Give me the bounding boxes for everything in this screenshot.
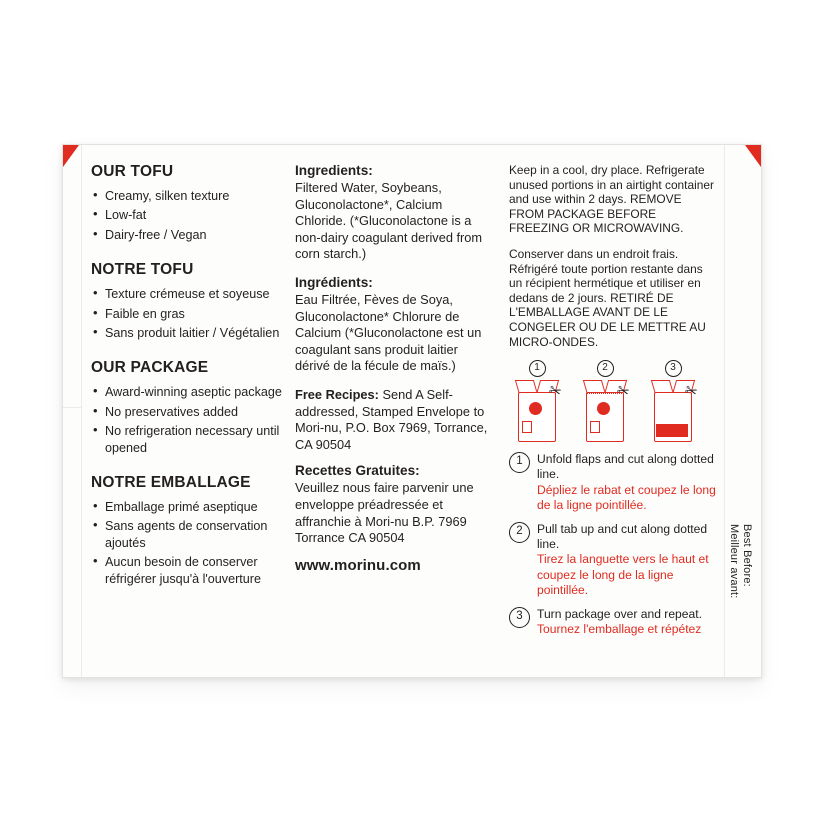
carton-opened-fill-icon [656, 424, 688, 437]
heading-notre-tofu: NOTRE TOFU [91, 261, 194, 279]
column-storage-instructions [509, 163, 719, 667]
column-ingredients [295, 163, 509, 667]
step-item [509, 522, 719, 598]
text-storage-fr: Conserver dans un endroit frais. Réfrigéré toute portion restante dans un récipient hermétique et utiliser en dedans de 2 jours. RETIRÉ DE L'EMBALLAGE AVANT DE LE CONGELER OU DE LE METTRE AU MICRO-ONDES. [509, 246, 706, 349]
scissors-icon: ✂ [614, 381, 633, 402]
column-our-tofu [91, 163, 295, 667]
step-item [509, 607, 719, 637]
list-our-package-fr [91, 499, 283, 587]
list-item: • Creamy, silken texture [91, 188, 283, 204]
diagram-step-1-number: 1 [529, 360, 546, 377]
text-recettes-gratuites-fr: Veuillez nous faire parvenir une enveloppe préadressée et affranchie à Mori-nu B.P. 7969 Torrance CA 90504 [295, 480, 474, 546]
diagram-step-2-number: 2 [597, 360, 614, 377]
opening-steps-list [509, 452, 719, 637]
list-our-package-en [91, 384, 283, 456]
carton-tab-icon [590, 421, 600, 433]
label-recettes-gratuites-fr: Recettes Gratuites: [295, 463, 420, 479]
package-fold-line-mid [63, 407, 81, 408]
text-ingredients-fr: Eau Filtrée, Fèves de Soya, Gluconolactone* Chlorure de Calcium (*Gluconolactone est un coagulant sans produit laitier dérivé de la fécule de maïs.) [295, 291, 482, 374]
package-corner-tab-left [63, 145, 79, 167]
carton-illustration-3 [650, 380, 701, 442]
step-text-fr: Dépliez le rabat et coupez le long de la ligne pointillée. [537, 482, 716, 512]
step-text [537, 452, 719, 513]
list-our-tofu-en [91, 188, 283, 243]
package-fold-line-left [81, 145, 82, 677]
list-our-tofu-fr [91, 286, 283, 341]
carton-illustration-1 [514, 380, 565, 442]
diagram-step-1 [509, 360, 565, 442]
best-before-en: Best Before: [741, 524, 753, 588]
list-item: • Emballage primé aseptique [91, 499, 283, 515]
list-item: • Dairy-free / Vegan [91, 227, 283, 243]
carton-body-icon [586, 392, 624, 442]
label-ingredients-en: Ingredients: [295, 163, 373, 178]
list-item: • Aucun besoin de conserver réfrigérer jusqu'à l'ouverture [91, 554, 283, 587]
diagram-step-2 [577, 360, 633, 442]
text-ingredients-en: Filtered Water, Soybeans, Gluconolactone*, Calcium Chloride. (*Gluconolactone is a non-dairy coagulant derived from corn starch.) [295, 180, 483, 262]
step-text [537, 522, 719, 598]
best-before-label [727, 524, 753, 599]
step-number: 1 [509, 452, 530, 473]
list-item: • Low-fat [91, 207, 283, 223]
heading-our-tofu: OUR TOFU [91, 163, 174, 180]
text-free-recipes-en [295, 387, 495, 453]
list-item: • Sans agents de conservation ajoutés [91, 518, 283, 551]
carton-body-icon [518, 392, 556, 442]
list-item: • No refrigeration necessary until opened [91, 423, 283, 456]
heading-notre-emballage: NOTRE EMBALLAGE [91, 474, 251, 492]
carton-illustration-2 [582, 380, 633, 442]
step-text-fr: Tournez l'emballage et répétez [537, 622, 702, 637]
scissors-icon: ✂ [546, 381, 565, 402]
package-corner-tab-right [745, 145, 761, 167]
step-item [509, 452, 719, 513]
step-text-en: Pull tab up and cut along dotted line. [537, 521, 708, 552]
scissors-icon: ✂ [682, 381, 701, 402]
step-text-en: Turn package over and repeat. [537, 606, 702, 621]
diagram-step-3 [645, 360, 701, 442]
carton-tab-icon [522, 421, 532, 433]
list-item: • Faible en gras [91, 306, 283, 322]
label-free-recipes-en: Free Recipes: [295, 386, 379, 402]
diagram-step-3-number: 3 [665, 360, 682, 377]
step-text-en: Unfold flaps and cut along dotted line. [537, 452, 714, 482]
label-ingredients-fr: Ingrédients: [295, 274, 373, 290]
free-recipes-body-en: Send A Self-addressed, Stamped Envelope to Mori-nu, P.O. Box 7969, Torrance, CA 90504 [295, 386, 488, 452]
step-number: 3 [509, 607, 530, 628]
opening-diagram [509, 360, 719, 442]
list-item: • Texture crémeuse et soyeuse [91, 286, 283, 302]
website-url[interactable]: www.morinu.com [295, 556, 421, 574]
text-storage-en: Keep in a cool, dry place. Refrigerate unused portions in an airtight container and use within 2 days. REMOVE FROM PACKAGE BEFORE FREEZING OR MICROWAVING. [509, 163, 714, 236]
best-before-fr: Meilleur avant: [728, 524, 740, 599]
tofu-package [62, 144, 762, 678]
step-number: 2 [509, 522, 530, 543]
step-text [537, 607, 702, 637]
list-item: • No preservatives added [91, 404, 283, 420]
step-text-fr: Tirez la languette vers le haut et coupez le long de la ligne pointillée. [537, 552, 709, 597]
list-item: • Sans produit laitier / Végétalien [91, 325, 283, 341]
list-item: • Award-winning aseptic package [91, 384, 283, 400]
heading-our-package: OUR PACKAGE [91, 359, 209, 377]
